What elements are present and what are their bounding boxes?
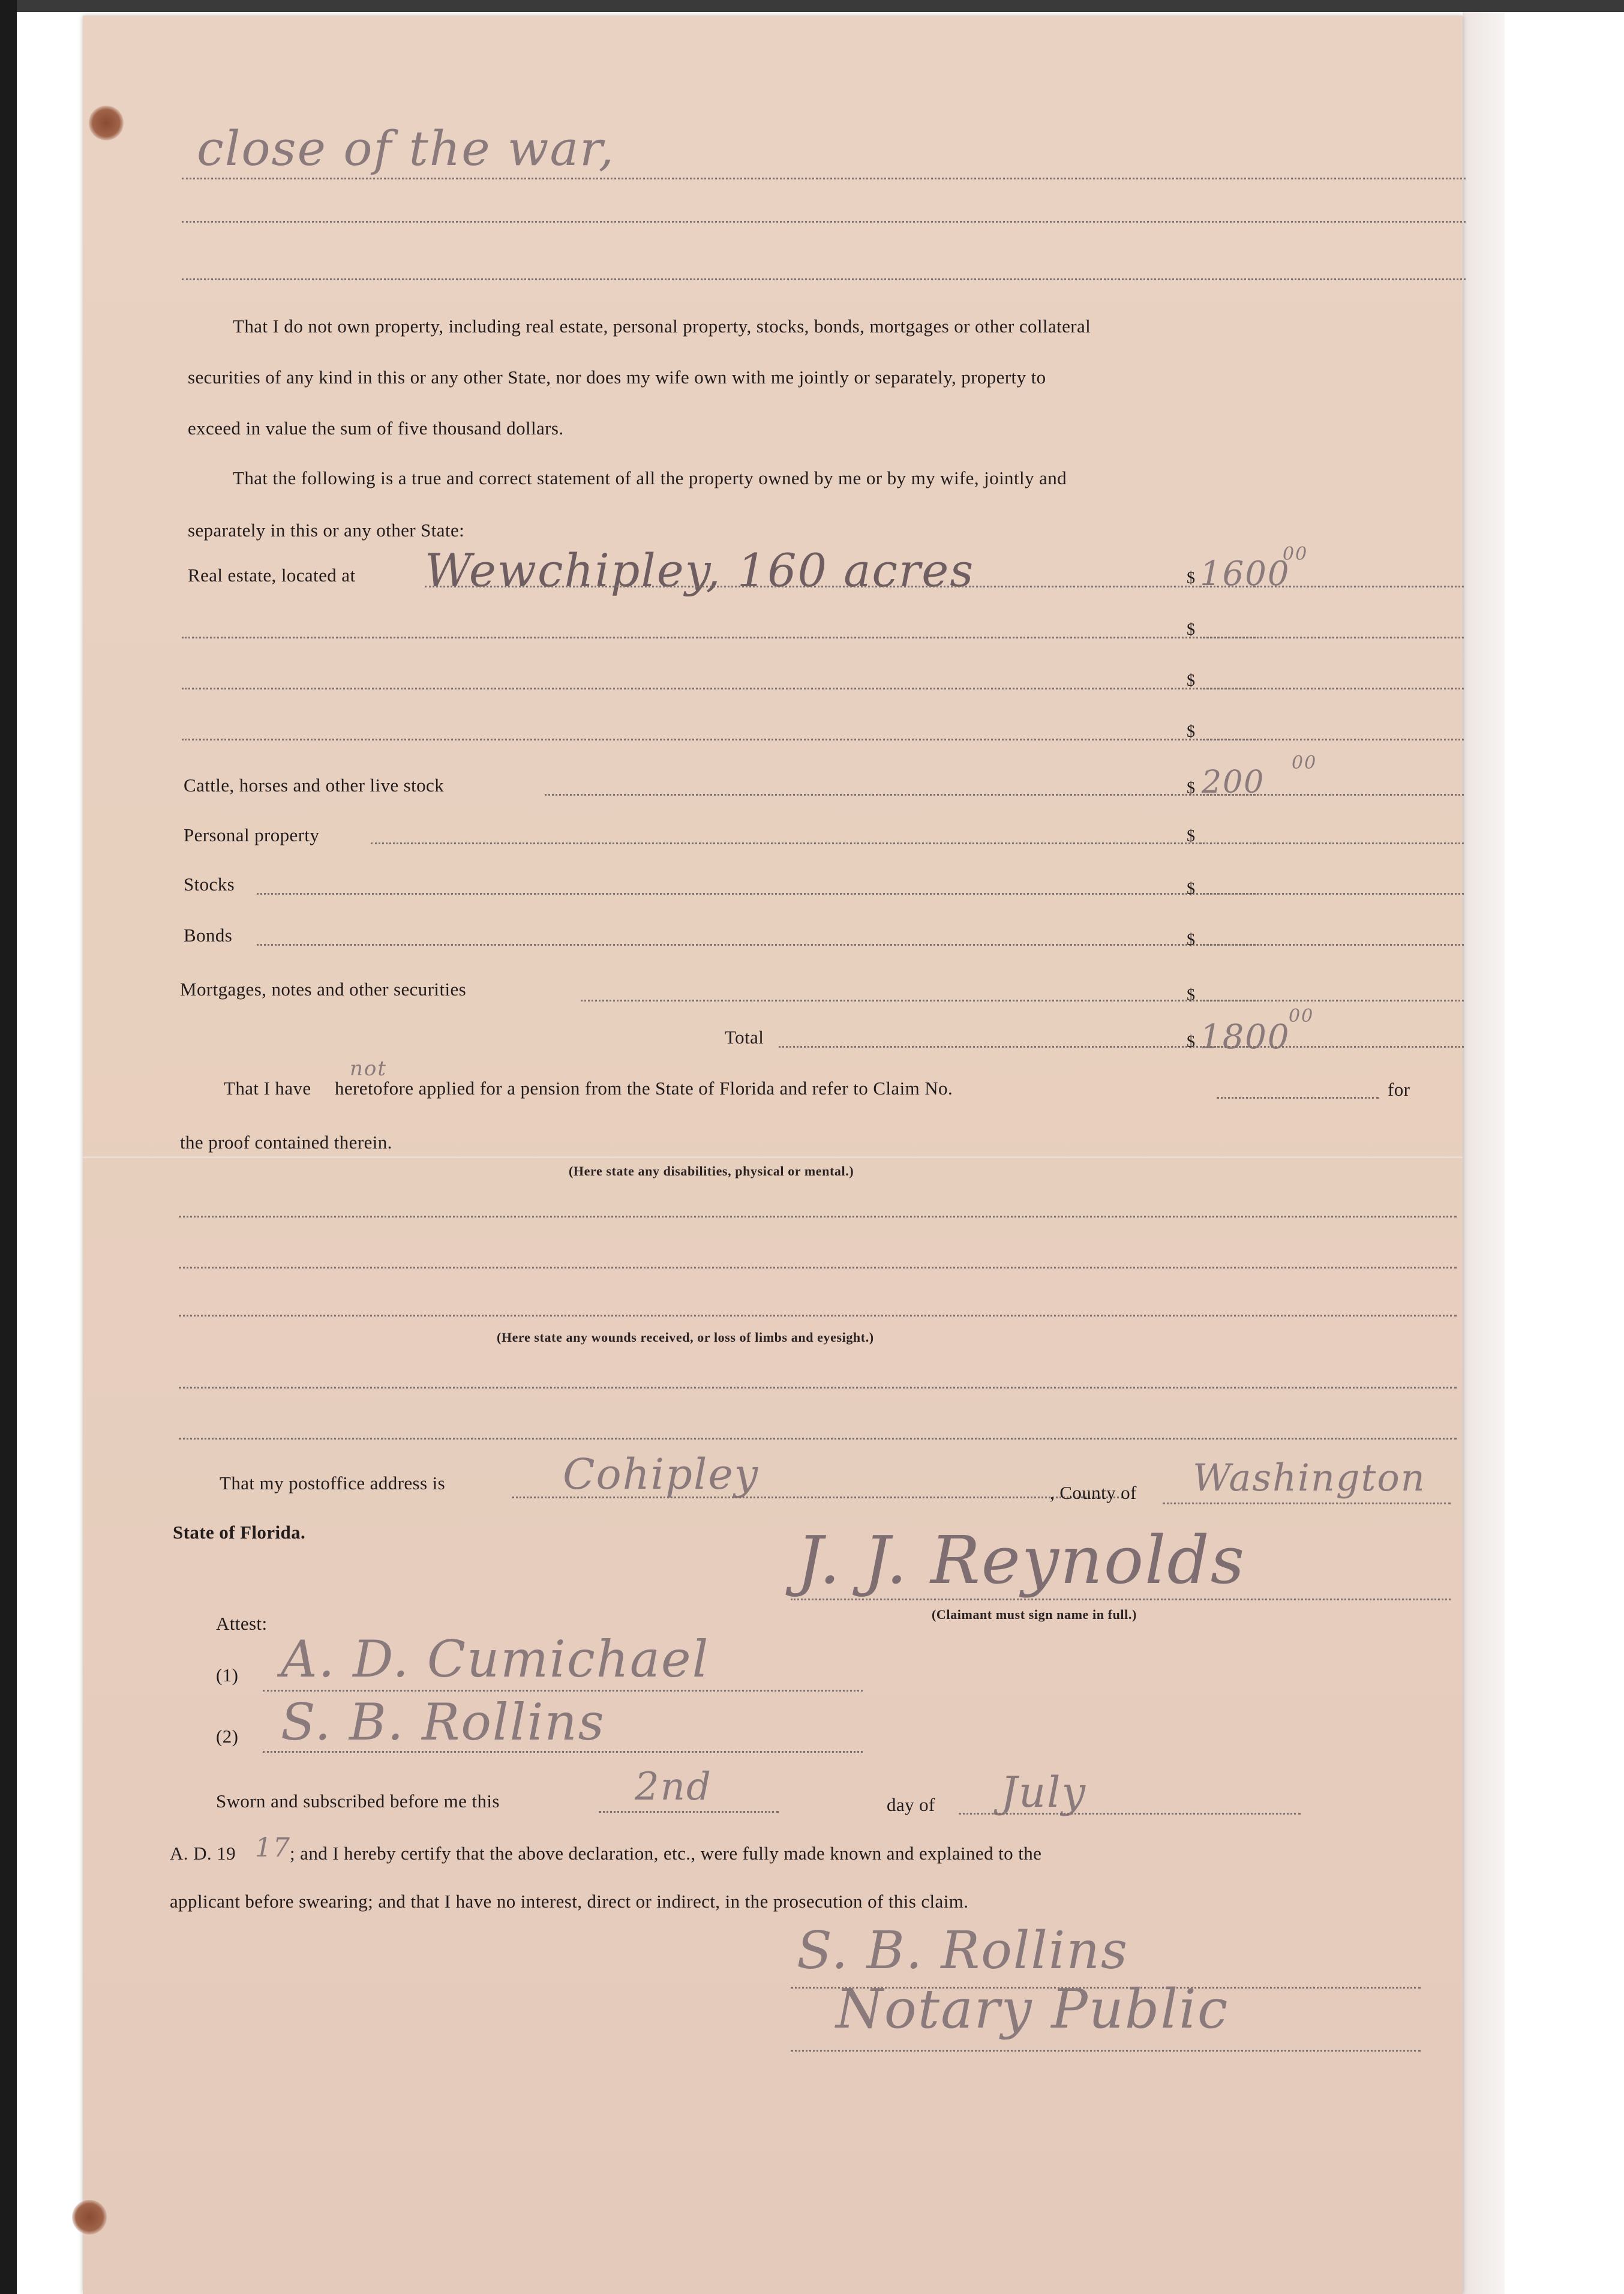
bonds-line [257, 944, 1256, 946]
cattle-dollar-sign: $ [1187, 779, 1196, 797]
sworn-label: Sworn and subscribed before me this [216, 1791, 500, 1812]
county-line [1163, 1503, 1451, 1504]
disabilities-line-3 [179, 1315, 1457, 1317]
sworn-day-value: 2nd [635, 1765, 712, 1809]
sworn-day-line [599, 1811, 779, 1813]
county-value: Washington [1193, 1456, 1426, 1500]
dollar-sign-blank-1: $ [1187, 620, 1196, 639]
cattle-label: Cattle, horses and other live stock [184, 775, 445, 796]
blank-amount-line-1 [1200, 637, 1464, 638]
real-estate-dollar-sign: $ [1187, 569, 1196, 587]
bonds-dollar-sign: $ [1187, 931, 1196, 949]
real-estate-amount-line [1200, 586, 1464, 587]
punch-hole-top [89, 106, 124, 140]
day-of-label: day of [887, 1794, 935, 1815]
state-label: State of Florida. [173, 1522, 306, 1543]
property-paragraph-line-1: That I do not own property, including real estate, personal property, stocks, bonds, mortgages or other collateral [233, 316, 1091, 337]
cattle-cents: 00 [1292, 752, 1317, 773]
scan-frame-top [0, 0, 1624, 12]
form-page [83, 16, 1463, 2294]
real-estate-label: Real estate, located at [188, 565, 356, 586]
mortgages-dollar-sign: $ [1187, 986, 1196, 1004]
line-2 [182, 221, 1466, 223]
personal-property-amount-line [1200, 842, 1464, 844]
blank-property-line-2 [182, 688, 1256, 689]
claimant-signature: J. J. Reynolds [797, 1522, 1246, 1599]
stocks-amount-line [1200, 893, 1464, 895]
claimant-signature-line [791, 1599, 1451, 1600]
witness-2-signature: S. B. Rollins [281, 1693, 605, 1752]
punch-hole-bottom [72, 2200, 107, 2235]
total-amount-line [1200, 1046, 1464, 1048]
blank-amount-line-2 [1200, 688, 1464, 689]
wounds-note: (Here state any wounds received, or loss of limbs and eyesight.) [497, 1330, 874, 1345]
property-paragraph-line-3: exceed in value the sum of five thousand dollars. [188, 418, 564, 439]
claim-number-line [1217, 1097, 1379, 1099]
postoffice-line [512, 1497, 1124, 1498]
witness-1-signature: A. D. Cumichael [281, 1630, 710, 1689]
personal-property-label: Personal property [184, 824, 320, 845]
notary-title-line [791, 2050, 1421, 2052]
wounds-line-1 [179, 1387, 1457, 1389]
attest-label: Attest: [216, 1613, 268, 1634]
statement-paragraph-line-1: That the following is a true and correct statement of all the property owned by me or by my wife, jointly and [233, 467, 1067, 488]
stocks-line [257, 893, 1256, 895]
sworn-month-value: July [1001, 1768, 1087, 1817]
mortgages-line [581, 1000, 1256, 1001]
cattle-line [545, 794, 1256, 796]
notary-signature: S. B. Rollins [797, 1921, 1128, 1981]
county-label: , County of [1050, 1482, 1137, 1503]
applied-for: for [1388, 1079, 1410, 1100]
postoffice-label: That my postoffice address is [220, 1473, 446, 1494]
real-estate-location-value: Wewchipley, 160 acres [425, 544, 975, 597]
personal-property-line [371, 842, 1256, 844]
total-line [779, 1046, 1256, 1048]
line-1 [182, 178, 1466, 179]
mortgages-label: Mortgages, notes and other securities [180, 979, 467, 1000]
sworn-month-line [959, 1813, 1301, 1815]
personal-property-dollar-sign: $ [1187, 827, 1196, 845]
year-digit: 17 [255, 1833, 291, 1863]
dollar-sign-blank-3: $ [1187, 722, 1196, 741]
real-estate-cents: 00 [1283, 544, 1308, 565]
notary-title: Notary Public [836, 1978, 1229, 2041]
cattle-amount: 200 [1202, 764, 1265, 800]
witness-2-line [263, 1751, 863, 1753]
line-3 [182, 278, 1466, 280]
mortgages-amount-line [1200, 1000, 1464, 1001]
disabilities-line-2 [179, 1267, 1457, 1269]
disabilities-line-1 [179, 1216, 1457, 1218]
plastic-sleeve [1463, 12, 1505, 2294]
total-dollar-sign: $ [1187, 1033, 1196, 1051]
total-label: Total [725, 1027, 764, 1048]
certify-line-2: applicant before swearing; and that I have no interest, direct or indirect, in the prosecution of this claim. [170, 1891, 969, 1912]
total-amount: 1800 [1200, 1018, 1290, 1057]
real-estate-amount: 1600 [1200, 554, 1290, 593]
blank-property-line-1 [182, 637, 1256, 638]
applied-line-start: That I have [224, 1078, 311, 1099]
handwritten-top-line: close of the war, [197, 121, 616, 176]
blank-property-line-3 [182, 739, 1256, 740]
bonds-amount-line [1200, 944, 1464, 946]
cattle-amount-line [1200, 794, 1464, 796]
witness-2-number: (2) [216, 1726, 239, 1747]
witness-1-line [263, 1690, 863, 1692]
witness-1-number: (1) [216, 1665, 239, 1686]
stocks-label: Stocks [184, 874, 235, 895]
not-insert: not [350, 1057, 388, 1081]
scan-frame-left [0, 0, 17, 2294]
blank-amount-line-3 [1200, 739, 1464, 740]
applied-line-rest: heretofore applied for a pension from the State of Florida and refer to Claim No. [335, 1078, 953, 1099]
applied-line-2: the proof contained therein. [180, 1132, 392, 1153]
ad-prefix: A. D. 19 [170, 1843, 236, 1864]
property-paragraph-line-2: securities of any kind in this or any other State, nor does my wife own with me jointly or separately, property to [188, 367, 1046, 388]
postoffice-value: Cohipley [563, 1450, 760, 1499]
claimant-note: (Claimant must sign name in full.) [932, 1607, 1137, 1622]
dollar-sign-blank-2: $ [1187, 671, 1196, 690]
paper-fold [83, 1156, 1463, 1159]
total-cents: 00 [1289, 1006, 1314, 1027]
bonds-label: Bonds [184, 925, 233, 946]
real-estate-line [425, 586, 1256, 587]
disabilities-note: (Here state any disabilities, physical or mental.) [569, 1164, 854, 1179]
wounds-line-2 [179, 1438, 1457, 1440]
statement-paragraph-line-2: separately in this or any other State: [188, 520, 465, 541]
certify-line-1: ; and I hereby certify that the above declaration, etc., were fully made known and explained to the [290, 1843, 1042, 1864]
stocks-dollar-sign: $ [1187, 880, 1196, 898]
